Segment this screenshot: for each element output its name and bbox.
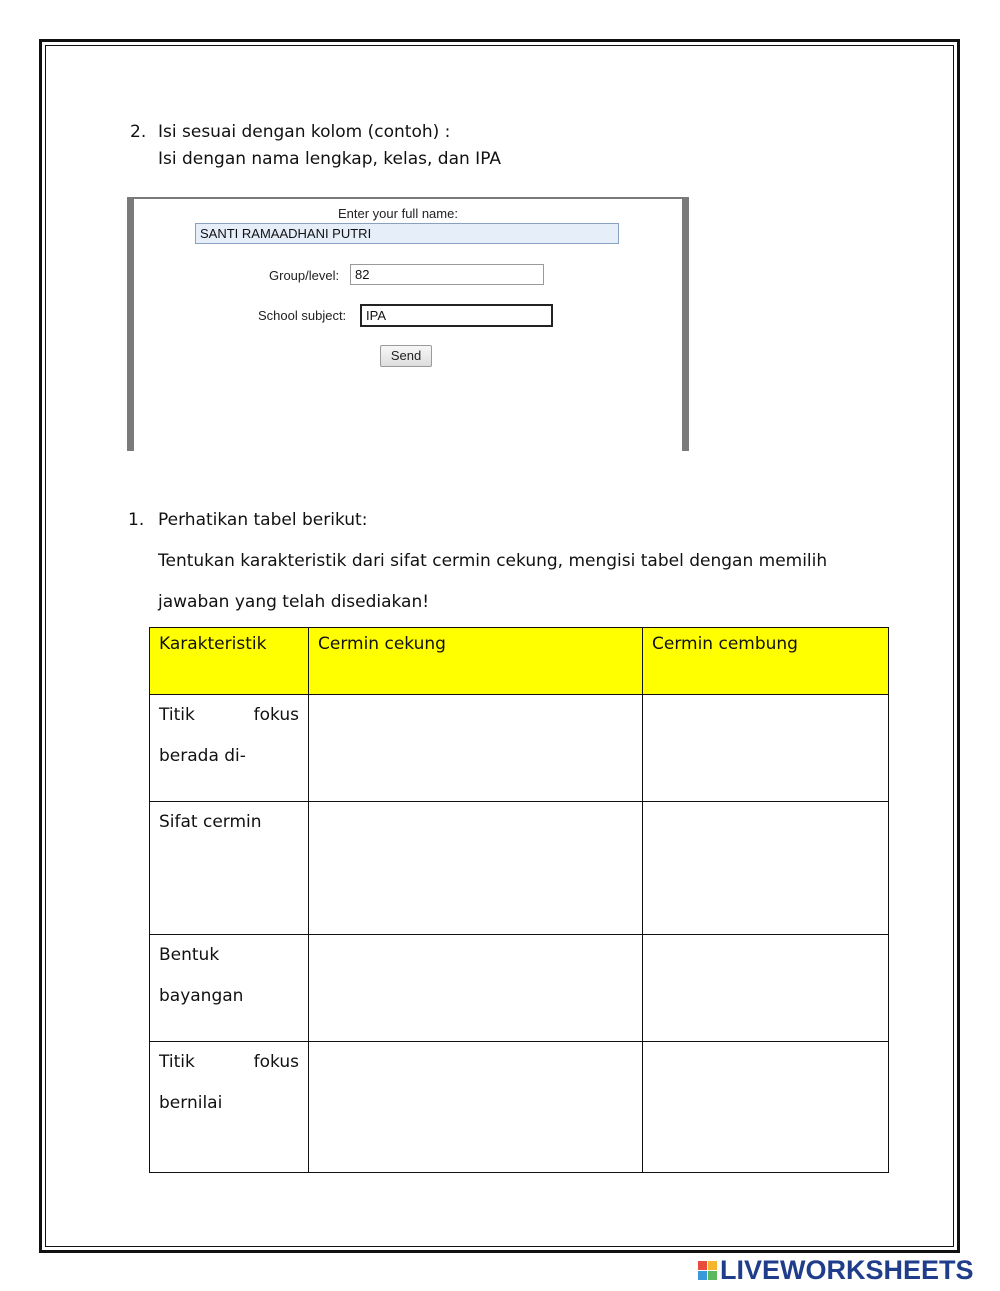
row3-line1: Bentuk	[159, 945, 220, 965]
answer-cell-cembung-3[interactable]	[643, 935, 889, 1042]
instruction1-line2: Tentukan karakteristik dari sifat cermin cekung, mengisi tabel dengan memilih	[158, 551, 828, 571]
instruction2-number: 2.	[130, 122, 147, 142]
header-karakteristik: Karakteristik	[150, 628, 309, 695]
row-label-titik-fokus-berada	[150, 695, 309, 802]
answer-cell-cekung-2[interactable]	[309, 802, 643, 935]
row4-word2: fokus	[253, 1052, 299, 1072]
subject-input[interactable]: IPA	[360, 304, 553, 327]
example-form-screenshot	[127, 197, 689, 451]
row-label-bentuk-bayangan	[150, 935, 309, 1042]
row-label-titik-fokus-bernilai	[150, 1042, 309, 1173]
row1-word1: Titik	[159, 705, 195, 725]
table-row	[150, 695, 889, 802]
instruction1-number: 1.	[128, 510, 145, 530]
send-button[interactable]: Send	[380, 345, 432, 367]
table-row	[150, 935, 889, 1042]
instruction1-line1: Perhatikan tabel berikut:	[158, 510, 368, 530]
answer-cell-cembung-2[interactable]	[643, 802, 889, 935]
row1-line2: berada di-	[159, 746, 246, 766]
answer-cell-cekung-1[interactable]	[309, 695, 643, 802]
instruction2-line1: Isi sesuai dengan kolom (contoh) :	[158, 122, 451, 142]
instruction1-line3: jawaban yang telah disediakan!	[158, 592, 430, 612]
liveworksheets-logo	[698, 1255, 974, 1286]
answer-cell-cembung-1[interactable]	[643, 695, 889, 802]
header-cermin-cekung: Cermin cekung	[309, 628, 643, 695]
characteristics-table	[149, 627, 889, 1173]
name-label: Enter your full name:	[338, 206, 458, 221]
row3-line2: bayangan	[159, 986, 244, 1006]
row4-line2: bernilai	[159, 1093, 223, 1113]
subject-label: School subject:	[258, 308, 347, 323]
table-header-row	[150, 628, 889, 695]
answer-cell-cekung-4[interactable]	[309, 1042, 643, 1173]
row-label-sifat-cermin	[150, 802, 309, 935]
table-row	[150, 1042, 889, 1173]
group-input[interactable]: 82	[350, 264, 544, 285]
logo-blocks-icon	[698, 1261, 717, 1280]
answer-cell-cekung-3[interactable]	[309, 935, 643, 1042]
logo-text: LIVEWORKSHEETS	[720, 1255, 974, 1285]
name-input[interactable]: SANTI RAMAADHANI PUTRI	[195, 223, 619, 244]
instruction2-line2: Isi dengan nama lengkap, kelas, dan IPA	[158, 149, 501, 169]
row2-line1: Sifat cermin	[159, 812, 262, 832]
group-label: Group/level:	[269, 268, 340, 283]
header-cermin-cembung: Cermin cembung	[643, 628, 889, 695]
row4-word1: Titik	[159, 1052, 195, 1072]
row1-word2: fokus	[253, 705, 299, 725]
table-row	[150, 802, 889, 935]
answer-cell-cembung-4[interactable]	[643, 1042, 889, 1173]
